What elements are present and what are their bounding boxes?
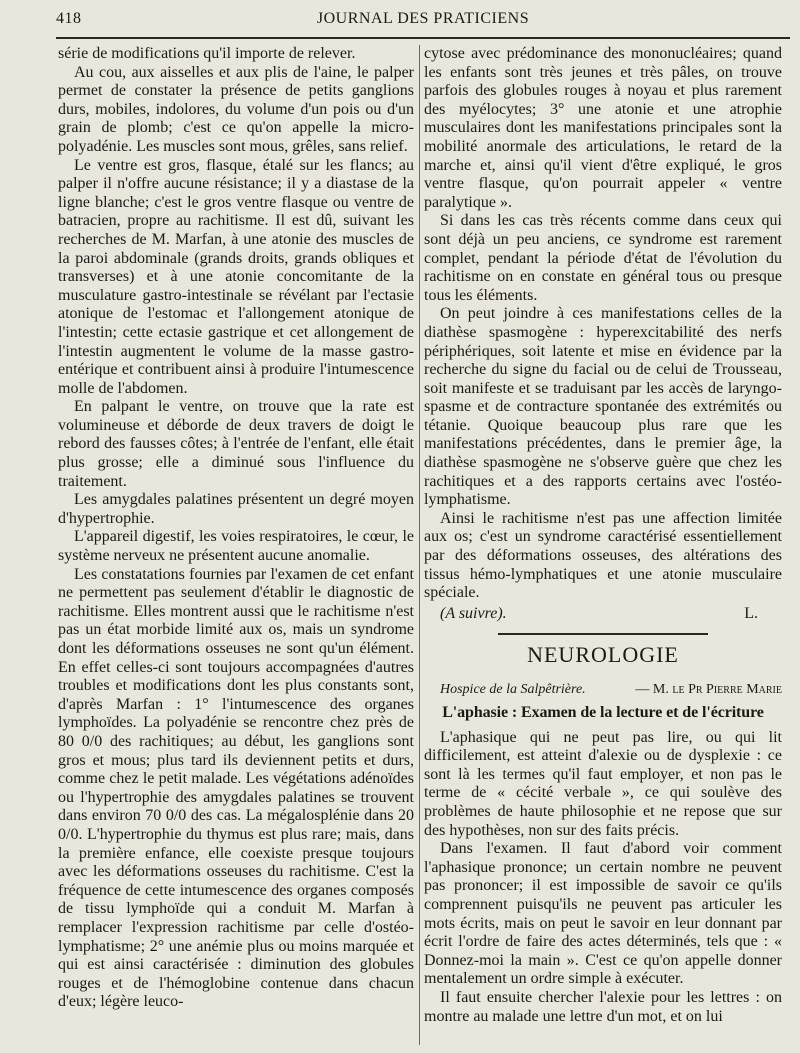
signature: L. — [744, 604, 758, 622]
left-column — [58, 45, 414, 1048]
paragraph: Les constatations fournies par l'examen de cet enfant ne permettent pas seulement d'établir le diagnostic de rachitisme. Elles montrent aussi que le rachitisme n'est pas un état morbide limité aux os, mais un syndrome dont les déformations osseuses ne sont qu'un élément. En effet celles-ci sont toujours accompagnées d'autres troubles et modifications dont les plus constants sont, d'après Marfan : 1° l'intumescence des organes lymphoïdes. La polyadénie se rencontre chez près de 80 0/0 des rachitiques; au début, les ganglions sont gros et mous; plus tard ils deviennent petits et durs, comme chez le petit malade. Les végétations adénoïdes ou l'hypertrophie des amygdales palatines se trouvent dans environ 70 0/0 des cas. La mégalosplénie dans 20 0/0. L'hypertrophie du thymus est plus rare; mais, dans la première enfance, elle coexiste presque toujours avec les déformations osseuses du rachitisme. C'est la fréquence de cette intumescence des organes composés de tissu lymphoïde qui a conduit M. Marfan à remplacer l'expression rachitisme par celle d'ostéo-lymphatisme; 2° une anémie plus ou moins marquée et qui est ainsi caractérisée : diminution des globules rouges et de l'hémoglobine contenue dans chacun d'eux; légère leuco- — [58, 565, 414, 1011]
paragraph: En palpant le ventre, on trouve que la rate est volumineuse et déborde de deux travers de doigt le rebord des fausses côtes; à l'entrée de l'enfant, elle était plus grosse; elle a diminué sous l'influence du traitement. — [58, 398, 414, 490]
author-name: — M. le Pr Pierre Marie — [635, 682, 782, 698]
paragraph: Dans l'examen. Il faut d'abord voir comment l'aphasique prononce; un certain nombre ne peuvent pas prononcer; il est impossible de savoir ce qu'ils comprennent puisqu'ils ne peuvent pas articuler les mots écrits, mais on peut le savoir en leur donnant par écrit l'ordre de faire des actes déterminés, tels que : « Donnez-moi la main ». C'est ce qu'on appelle donner mentalement un ordre simple à exécuter. — [424, 840, 782, 988]
page-number: 418 — [56, 10, 82, 27]
section-rule — [498, 633, 708, 635]
journal-title: JOURNAL DES PRATICIENS — [316, 10, 530, 27]
article-title: L'aphasie : Examen de la lecture et de l'écriture — [442, 704, 764, 721]
to-be-continued — [424, 605, 782, 624]
to-follow-note: (A suivre). — [440, 604, 507, 622]
paragraph: Les amygdales palatines présentent un degré moyen d'hypertrophie. — [58, 491, 414, 527]
column-separator — [419, 45, 420, 1045]
hospital-name: Hospice de la Salpêtrière. — [440, 682, 586, 698]
paragraph: série de modifications qu'il importe de relever. — [58, 45, 356, 62]
paragraph: L'aphasique qui ne peut pas lire, ou qui lit difficilement, est atteint d'alexie ou de dysplexie : ce sont là les termes qu'il faut employer, et non pas le terme de « cécité verbale », ce qui soulève des problèmes de haute philosophie et ne repose que sur des hypothèses, non sur des faits précis. — [424, 728, 782, 839]
section-title: NEUROLOGIE — [527, 642, 679, 668]
paragraph: L'appareil digestif, les voies respiratoires, le cœur, le système nerveux ne présentent aucune anomalie. — [58, 528, 414, 565]
byline — [424, 681, 782, 700]
paragraph: Le ventre est gros, flasque, étalé sur les flancs; au palper il n'offre aucune résistance; il y a diastase de la ligne blanche; c'est le gros ventre flasque ou ventre de batracien, propre au rachitisme. Il est dû, suivant les recherches de M. Marfan, à une atonie des muscles de la paroi abdominale (grands droits, grands obliques et transverses) et à une atonie concomitante de la musculature gastro-intestinale se révélant par l'ectasie atonique de l'estomac et l'allongement atonique de l'intestin; cette ectasie gastrique et cet allongement de l'intestin augmentent le volume de la masse gastro-entérique et contribuent ainsi à produire l'intumescence molle de l'abdomen. — [58, 156, 414, 397]
paragraph: Au cou, aux aisselles et aux plis de l'aine, le palper permet de constater la présence de petits ganglions durs, mobiles, indolores, du volume d'un pois ou d'un grain de plomb; c'est ce qu'on appelle la micro-polyadénie. Les muscles sont mous, grêles, sans relief. — [58, 63, 414, 155]
header-rule — [56, 37, 790, 39]
paragraph: Ainsi le rachitisme n'est pas une affection limitée aux os; c'est un syndrome caractérisé essentiellement par des déformations osseuses, des altérations des tissus hémo-lymphatiques et une atonie musculaire spéciale. — [424, 509, 782, 602]
right-column — [424, 45, 782, 1048]
page-header — [56, 10, 790, 36]
paragraph: On peut joindre à ces manifestations celles de la diathèse spasmogène : hyperexcitabilité des nerfs périphériques, soit latente et mise en évidence par la recherche du signe du facial ou de celui de Trousseau, soit manifeste et se traduisant par les accès de laryngo-spasme et de contracture spontanée des extrémités ou tétanie. Quoique beaucoup plus rare que les manifestations précédentes, dans le premier âge, la diathèse spasmogène ne s'observe guère que chez les rachitiques et a des rapports certains avec l'ostéo-lymphatisme. — [424, 305, 782, 509]
paragraph: Il faut ensuite chercher l'alexie pour les lettres : on montre au malade une lettre d'un mot, et on lui — [424, 988, 782, 1025]
paragraph: cytose avec prédominance des mononucléaires; quand les enfants sont très jeunes et très pâles, on trouve parfois des globules rouges à noyau et plus rarement des myélocytes; 3° une atonie et une atrophie musculaires dont les manifestations principales sont la mobilité anormale des articulations, le retard de la marche et, ainsi qu'il vient d'être expliqué, le gros ventre flasque, qu'on pourrait appeler « ventre paralytique ». — [424, 45, 782, 211]
paragraph: Si dans les cas très récents comme dans ceux qui sont déjà un peu anciens, ce syndrome est rarement complet, pendant la période d'état de l'évolution du rachitisme on en constate en général tous ou presque tous les éléments. — [424, 212, 782, 304]
